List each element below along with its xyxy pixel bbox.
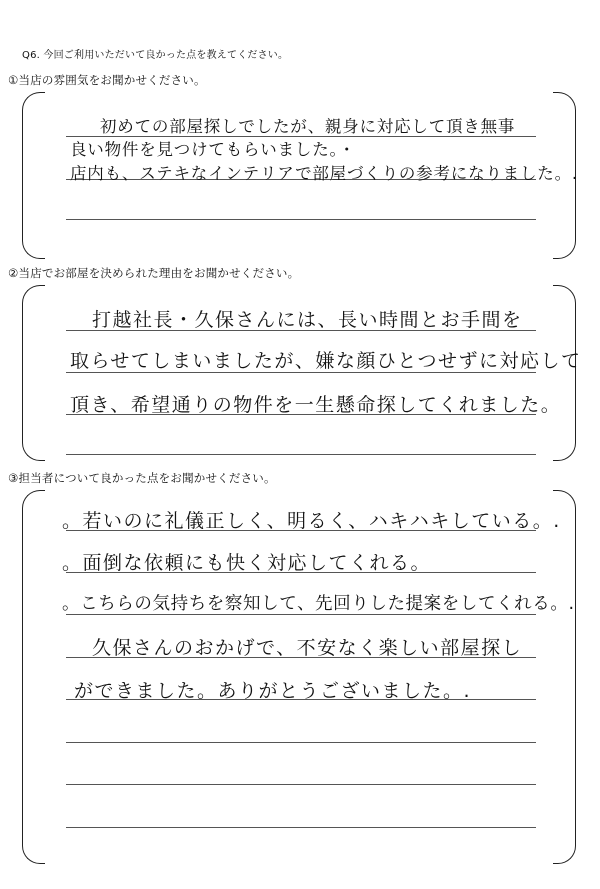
section-2-bracket-right [553, 285, 576, 461]
section-1-rule [66, 219, 536, 220]
section-1-bracket-left [22, 92, 45, 259]
section-3-handwritten-line: 久保さんのおかげで、不安なく楽しい部屋探し [92, 637, 523, 659]
section-2-handwritten-line: 頂き、希望通りの物件を一生懸命探してくれました。 [70, 394, 562, 416]
section-1-title: ①当店の雰囲気をお聞かせください。 [8, 73, 206, 87]
section-2-handwritten-line: 打越社長・久保さんには、長い時間とお手間を [92, 309, 523, 331]
section-3-bracket-left [22, 490, 45, 864]
section-3-rule [66, 742, 536, 743]
section-3-bracket-right [553, 490, 576, 864]
section-1-handwritten-line: 初めての部屋探しでしたが、親身に対応して頂き無事 [100, 117, 516, 136]
section-1-handwritten-line: 店内も、ステキなインテリアで部屋づくりの参考になりました。. [70, 164, 578, 183]
section-3-handwritten-line: 。こちらの気持ちを察知して、先回りした提案をしてくれる。. [62, 594, 575, 614]
question-header: Q6. 今回ご利用いただいて良かった点を教えてください。 [22, 50, 289, 61]
section-3-rule [66, 784, 536, 785]
section-1-handwritten-line: 良い物件を見つけてもらいました。・ [70, 140, 356, 159]
section-3-title: ③担当者について良かった点をお聞かせください。 [8, 471, 276, 485]
section-3-handwritten-line: ができました。ありがとうございました。. [74, 680, 472, 702]
section-2-bracket-left [22, 285, 45, 461]
section-3-handwritten-line: 。若いのに礼儀正しく、明るく、ハキハキしている。. [62, 510, 561, 532]
section-3-rule [66, 827, 536, 828]
section-2-rule [66, 454, 536, 455]
section-3-handwritten-line: 。面倒な依頼にも快く対応してくれる。 [62, 552, 432, 574]
section-2-title: ②当店でお部屋を決められた理由をお聞かせください。 [8, 266, 300, 280]
section-2-handwritten-line: 取らせてしまいましたが、嫌な顔ひとつせずに対応して [70, 350, 582, 372]
